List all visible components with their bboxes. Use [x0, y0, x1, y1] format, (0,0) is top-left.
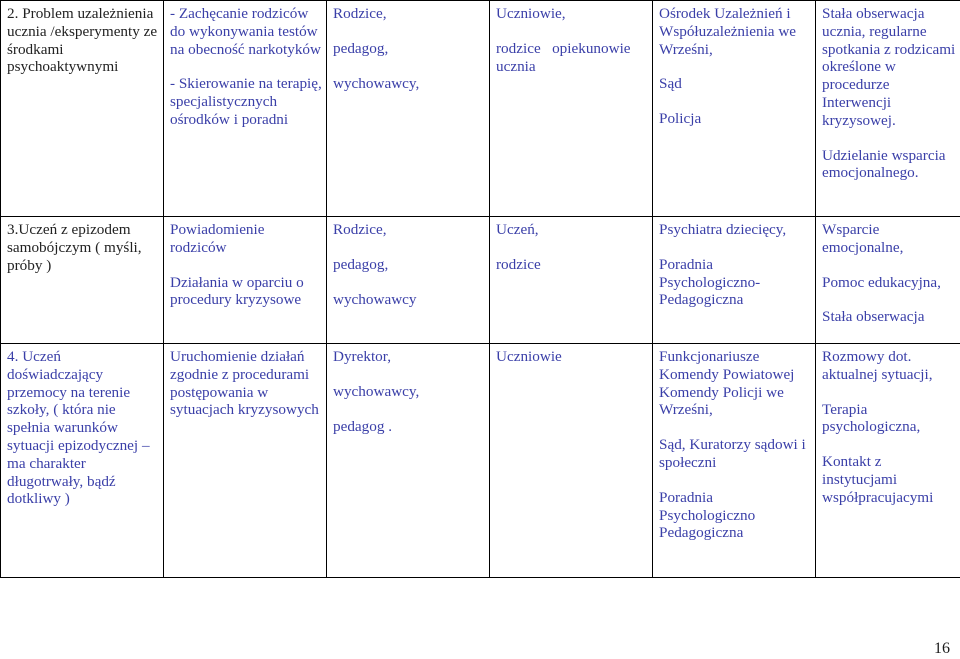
cell-text: Psychiatra dziecięcy,	[659, 221, 787, 238]
table-row-2	[1, 1, 960, 217]
cell-text: rodzice opiekunowie ucznia	[496, 39, 635, 75]
cell-text: Stała obserwacja	[822, 308, 925, 326]
responsible-cell	[327, 344, 490, 578]
page-number: 16	[934, 640, 950, 657]
cell-text: wychowawcy,	[333, 382, 420, 400]
responsible-cell	[327, 217, 490, 344]
cell-text: Udzielanie wsparcia emocjonalnego.	[822, 146, 946, 182]
actions-cell	[164, 1, 327, 217]
cell-text: wychowawcy,	[333, 74, 420, 92]
cell-text: Uczniowie	[496, 348, 562, 365]
cell-text: 2. Problem uzależnienia ucznia /eksperymenty ze środkami psychoaktywnymi	[7, 5, 158, 76]
cell-text: 3.Uczeń z epizodem samobójczym ( myśli, próby )	[7, 221, 142, 274]
cell-text: Stała obserwacja ucznia, regularne spotkania z rodzicami określone w procedurze Interwencji kryzysowej.	[822, 5, 956, 129]
table-row-4	[1, 344, 960, 578]
support-cell	[816, 1, 960, 217]
institutions-cell	[653, 1, 816, 217]
cell-text: 4. Uczeń doświadczający przemocy na terenie szkoły, ( która nie spełnia warunków sytuacji epizodycznej – ma charakter długotrwały, bądź dotkliwy )	[7, 348, 150, 508]
cell-text: rodzice	[496, 255, 541, 273]
cell-text: Dyrektor,	[333, 348, 392, 365]
cell-text: pedagog,	[333, 39, 389, 57]
cell-text: Funkcjonariusze Komendy Powiatowej Komendy Policji we Wrześni,	[659, 348, 795, 419]
cell-text: Powiadomienie rodziców	[170, 221, 265, 256]
support-cell	[816, 344, 960, 578]
cell-text: Uruchomienie działań zgodnie z procedurami postępowania w sytuacjach kryzysowych	[170, 348, 319, 419]
recipients-cell	[490, 217, 653, 344]
cell-text: Poradnia Psychologiczno Pedagogiczna	[659, 488, 756, 542]
cell-text: Sąd, Kuratorzy sądowi i społeczni	[659, 436, 806, 471]
problem-cell	[1, 1, 164, 217]
cell-text: pedagog,	[333, 255, 389, 273]
cell-text: Terapia psychologiczna,	[822, 400, 921, 436]
cell-text: Wsparcie emocjonalne,	[822, 221, 904, 256]
cell-text: Rozmowy dot. aktualnej sytuacji,	[822, 348, 933, 383]
cell-text: Rodzice,	[333, 221, 387, 238]
cell-text: - Skierowanie na terapię, specjalistycznych ośrodków i poradni	[170, 75, 322, 128]
recipients-cell	[490, 344, 653, 578]
problem-cell	[1, 217, 164, 344]
support-cell	[816, 217, 960, 344]
cell-text: Kontakt z instytucjami współpracujacymi	[822, 453, 934, 506]
cell-text: Pomoc edukacyjna,	[822, 273, 941, 291]
cell-text: pedagog .	[333, 417, 393, 435]
problem-cell	[1, 344, 164, 578]
table-row-3	[1, 217, 960, 344]
actions-cell	[164, 344, 327, 578]
cell-text: wychowawcy	[333, 290, 417, 308]
institutions-cell	[653, 344, 816, 578]
cell-text: Uczeń,	[496, 221, 539, 238]
cell-text: Działania w oparciu o procedury kryzysowe	[170, 273, 304, 309]
cell-text: Uczniowie,	[496, 5, 566, 22]
institutions-cell	[653, 217, 816, 344]
cell-text: Sąd	[659, 75, 682, 93]
cell-text: Policja	[659, 110, 702, 128]
responsible-cell	[327, 1, 490, 217]
recipients-cell	[490, 1, 653, 217]
cell-text: Poradnia Psychologiczno-Pedagogiczna	[659, 255, 761, 309]
cell-text: Rodzice,	[333, 5, 387, 22]
actions-cell	[164, 217, 327, 344]
cell-text: - Zachęcanie rodziców do wykonywania testów na obecność narkotyków	[170, 5, 321, 58]
cell-text: Ośrodek Uzależnień i Współuzależnienia we Wrześni,	[659, 5, 797, 58]
